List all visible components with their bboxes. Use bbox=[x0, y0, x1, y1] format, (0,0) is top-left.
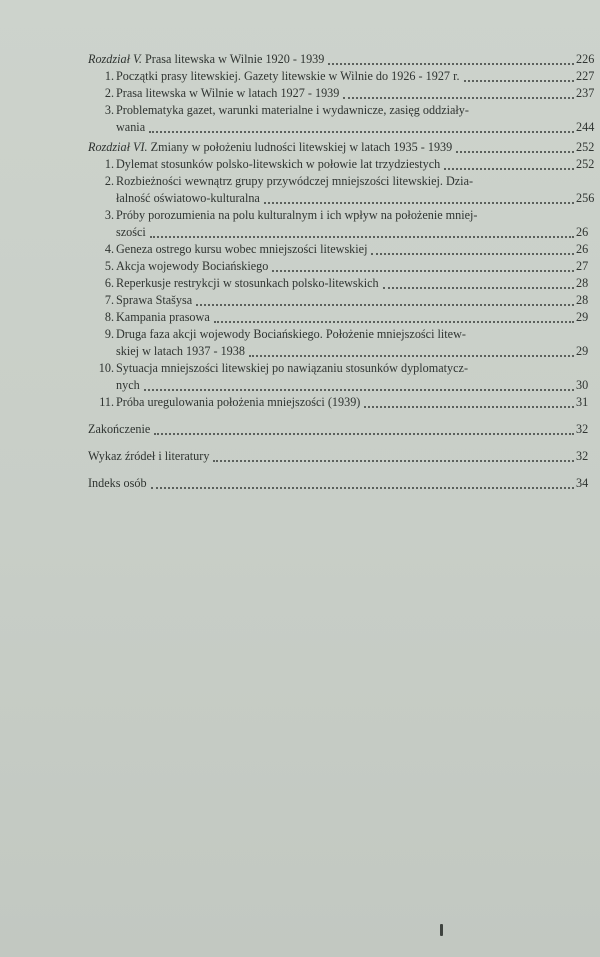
chapter-label: Rozdział VI. bbox=[88, 140, 148, 154]
endmatter-title: Wykaz źródeł i literatury bbox=[88, 449, 210, 463]
page-number: 32 bbox=[576, 449, 589, 463]
item-title-line2: nych bbox=[116, 378, 140, 392]
item-title-line1: Druga faza akcji wojewody Bociańskiego. Położenie mniejszości litew- bbox=[116, 327, 466, 341]
item-number: 11. bbox=[99, 395, 114, 409]
page-number: 252 bbox=[576, 157, 595, 171]
toc-item bbox=[88, 102, 600, 136]
chapter-label: Rozdział V. bbox=[88, 52, 142, 66]
item-title: Próba uregulowania położenia mniejszości (1939) bbox=[116, 395, 361, 409]
item-title-line1: Próby porozumienia na polu kulturalnym i ich wpływ na położenie mniej- bbox=[116, 208, 478, 222]
item-number: 6. bbox=[104, 276, 114, 290]
toc-endmatter-index bbox=[88, 475, 600, 492]
chapter-title: Prasa litewska w Wilnie 1920 - 1939 bbox=[145, 52, 325, 66]
toc-item bbox=[88, 85, 600, 102]
toc-item bbox=[88, 173, 600, 207]
item-title: Kampania prasowa bbox=[116, 310, 210, 324]
page-number: 256 bbox=[576, 191, 595, 205]
item-number: 8. bbox=[104, 310, 114, 324]
page-number: 29 bbox=[576, 310, 589, 324]
leader-dots bbox=[213, 460, 574, 462]
item-number: 7. bbox=[104, 293, 114, 307]
leader-dots bbox=[371, 253, 574, 255]
page-number: 29 bbox=[576, 344, 589, 358]
leader-dots bbox=[272, 270, 574, 272]
leader-dots bbox=[456, 151, 574, 153]
item-number: 3. bbox=[104, 103, 114, 117]
toc-item bbox=[88, 275, 600, 292]
item-title-line2: szości bbox=[116, 225, 146, 239]
item-title: Dylemat stosunków polsko-litewskich w połowie lat trzydziestych bbox=[116, 157, 441, 171]
page-number: 227 bbox=[576, 69, 595, 83]
endmatter-title: Zakończenie bbox=[88, 422, 151, 436]
toc-item bbox=[88, 394, 600, 411]
page-number: 28 bbox=[576, 293, 589, 307]
item-number: 3. bbox=[104, 208, 114, 222]
toc-item bbox=[88, 241, 600, 258]
toc-item bbox=[88, 326, 600, 360]
item-title: Prasa litewska w Wilnie w latach 1927 - 1939 bbox=[116, 86, 340, 100]
item-title: Sprawa Stašysa bbox=[116, 293, 193, 307]
item-number: 1. bbox=[104, 157, 114, 171]
toc-endmatter-sources bbox=[88, 448, 600, 465]
toc-endmatter-conclusion bbox=[88, 421, 600, 438]
item-number: 9. bbox=[104, 327, 114, 341]
leader-dots bbox=[264, 202, 574, 204]
toc-item bbox=[88, 156, 600, 173]
item-number: 5. bbox=[104, 259, 114, 273]
leader-dots bbox=[214, 321, 574, 323]
page-number: 244 bbox=[576, 120, 595, 134]
endmatter-title: Indeks osób bbox=[88, 476, 147, 490]
leader-dots bbox=[144, 389, 574, 391]
toc-chapter-6 bbox=[88, 139, 600, 156]
item-title-line2: wania bbox=[116, 120, 146, 134]
leader-dots bbox=[196, 304, 574, 306]
leader-dots bbox=[383, 287, 574, 289]
print-mark bbox=[440, 924, 443, 936]
leader-dots bbox=[464, 80, 574, 82]
leader-dots bbox=[328, 63, 574, 65]
item-number: 4. bbox=[104, 242, 114, 256]
item-number: 1. bbox=[104, 69, 114, 83]
leader-dots bbox=[154, 433, 574, 435]
leader-dots bbox=[343, 97, 574, 99]
page-number: 226 bbox=[576, 52, 595, 66]
page-number: 32 bbox=[576, 422, 589, 436]
page-number: 34 bbox=[576, 476, 589, 490]
leader-dots bbox=[444, 168, 574, 170]
leader-dots bbox=[249, 355, 574, 357]
item-title-line1: Rozbieżności wewnątrz grupy przywódczej mniejszości litewskiej. Dzia- bbox=[116, 174, 474, 188]
toc-chapter-5 bbox=[88, 51, 600, 68]
item-title: Reperkusje restrykcji w stosunkach polsko-litewskich bbox=[116, 276, 379, 290]
item-title: Geneza ostrego kursu wobec mniejszości litewskiej bbox=[116, 242, 368, 256]
toc-item bbox=[88, 292, 600, 309]
page-number: 237 bbox=[576, 86, 595, 100]
item-title-line1: Sytuacja mniejszości litewskiej po nawiązaniu stosunków dyplomatycz- bbox=[116, 361, 469, 375]
item-title-line2: skiej w latach 1937 - 1938 bbox=[116, 344, 245, 358]
chapter-title: Zmiany w położeniu ludności litewskiej w latach 1935 - 1939 bbox=[150, 140, 453, 154]
page-number: 26 bbox=[576, 225, 589, 239]
item-title-line1: Problematyka gazet, warunki materialne i wydawnicze, zasięg oddziały- bbox=[116, 103, 469, 117]
table-of-contents bbox=[88, 50, 600, 492]
toc-item bbox=[88, 258, 600, 275]
leader-dots bbox=[364, 406, 574, 408]
item-title: Akcja wojewody Bociańskiego bbox=[116, 259, 269, 273]
leader-dots bbox=[149, 131, 574, 133]
page-number: 30 bbox=[576, 378, 589, 392]
leader-dots bbox=[151, 487, 574, 489]
page-number: 31 bbox=[576, 395, 589, 409]
item-title: Początki prasy litewskiej. Gazety litewskie w Wilnie do 1926 - 1927 r. bbox=[116, 69, 460, 83]
page-number: 26 bbox=[576, 242, 589, 256]
page-number: 27 bbox=[576, 259, 589, 273]
item-number: 2. bbox=[104, 174, 114, 188]
toc-item bbox=[88, 360, 600, 394]
item-number: 10. bbox=[98, 361, 114, 375]
toc-item bbox=[88, 68, 600, 85]
page-number: 252 bbox=[576, 140, 595, 154]
page-number: 28 bbox=[576, 276, 589, 290]
item-title-line2: łalność oświatowo-kulturalna bbox=[116, 191, 260, 205]
toc-item bbox=[88, 309, 600, 326]
toc-item bbox=[88, 207, 600, 241]
leader-dots bbox=[150, 236, 574, 238]
item-number: 2. bbox=[104, 86, 114, 100]
